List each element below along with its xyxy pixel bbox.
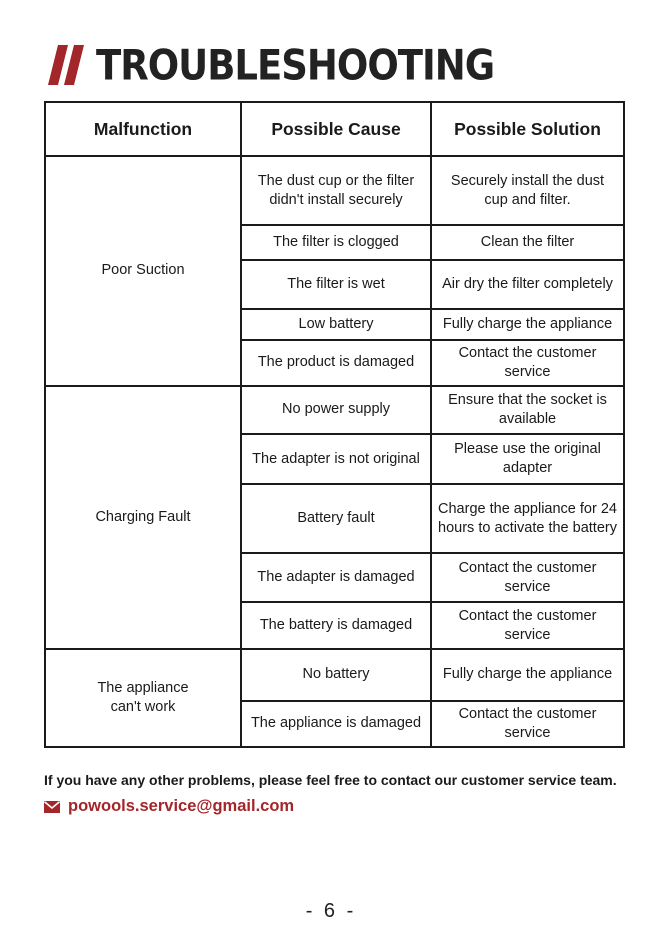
cause-cell: The product is damaged: [241, 340, 431, 386]
table-row: [45, 649, 624, 701]
column-header-cause: Possible Cause: [241, 102, 431, 156]
mail-icon: [44, 801, 60, 813]
solution-cell: Ensure that the socket is available: [431, 386, 624, 434]
cause-cell: The appliance is damaged: [241, 701, 431, 747]
table-row: [45, 156, 624, 225]
malfunction-cell: Charging Fault: [45, 386, 241, 649]
solution-cell: Contact the customer service: [431, 602, 624, 648]
cause-cell: The filter is wet: [241, 260, 431, 308]
solution-cell: Clean the filter: [431, 225, 624, 260]
solution-cell: Contact the customer service: [431, 553, 624, 602]
title-row: [48, 42, 494, 88]
solution-cell: Charge the appliance for 24 hours to activate the battery: [431, 484, 624, 553]
table-header-row: [45, 102, 624, 156]
solution-cell: Please use the original adapter: [431, 434, 624, 484]
troubleshooting-table: [44, 101, 625, 748]
cause-cell: The battery is damaged: [241, 602, 431, 648]
solution-cell: Contact the customer service: [431, 701, 624, 747]
contact-note: If you have any other problems, please feel free to contact our customer service team.: [44, 772, 617, 788]
cause-cell: The adapter is not original: [241, 434, 431, 484]
solution-cell: Securely install the dust cup and filter.: [431, 156, 624, 225]
cause-cell: Low battery: [241, 309, 431, 340]
double-slash-icon: [48, 45, 88, 85]
malfunction-cell: The appliance can't work: [45, 649, 241, 747]
cause-cell: The filter is clogged: [241, 225, 431, 260]
table-row: [45, 386, 624, 434]
cause-cell: The dust cup or the filter didn't install securely: [241, 156, 431, 225]
cause-cell: The adapter is damaged: [241, 553, 431, 602]
solution-cell: Contact the customer service: [431, 340, 624, 386]
email-link[interactable]: powools.service@gmail.com: [68, 797, 295, 815]
malfunction-cell: Poor Suction: [45, 156, 241, 386]
cause-cell: No power supply: [241, 386, 431, 434]
column-header-solution: Possible Solution: [431, 102, 624, 156]
solution-cell: Fully charge the appliance: [431, 309, 624, 340]
cause-cell: No battery: [241, 649, 431, 701]
solution-cell: Air dry the filter completely: [431, 260, 624, 308]
cause-cell: Battery fault: [241, 484, 431, 553]
page-number: - 6 -: [305, 900, 357, 922]
column-header-malfunction: Malfunction: [45, 102, 241, 156]
solution-cell: Fully charge the appliance: [431, 649, 624, 701]
page-title: TROUBLESHOOTING: [96, 40, 495, 90]
email-row: [44, 797, 294, 816]
